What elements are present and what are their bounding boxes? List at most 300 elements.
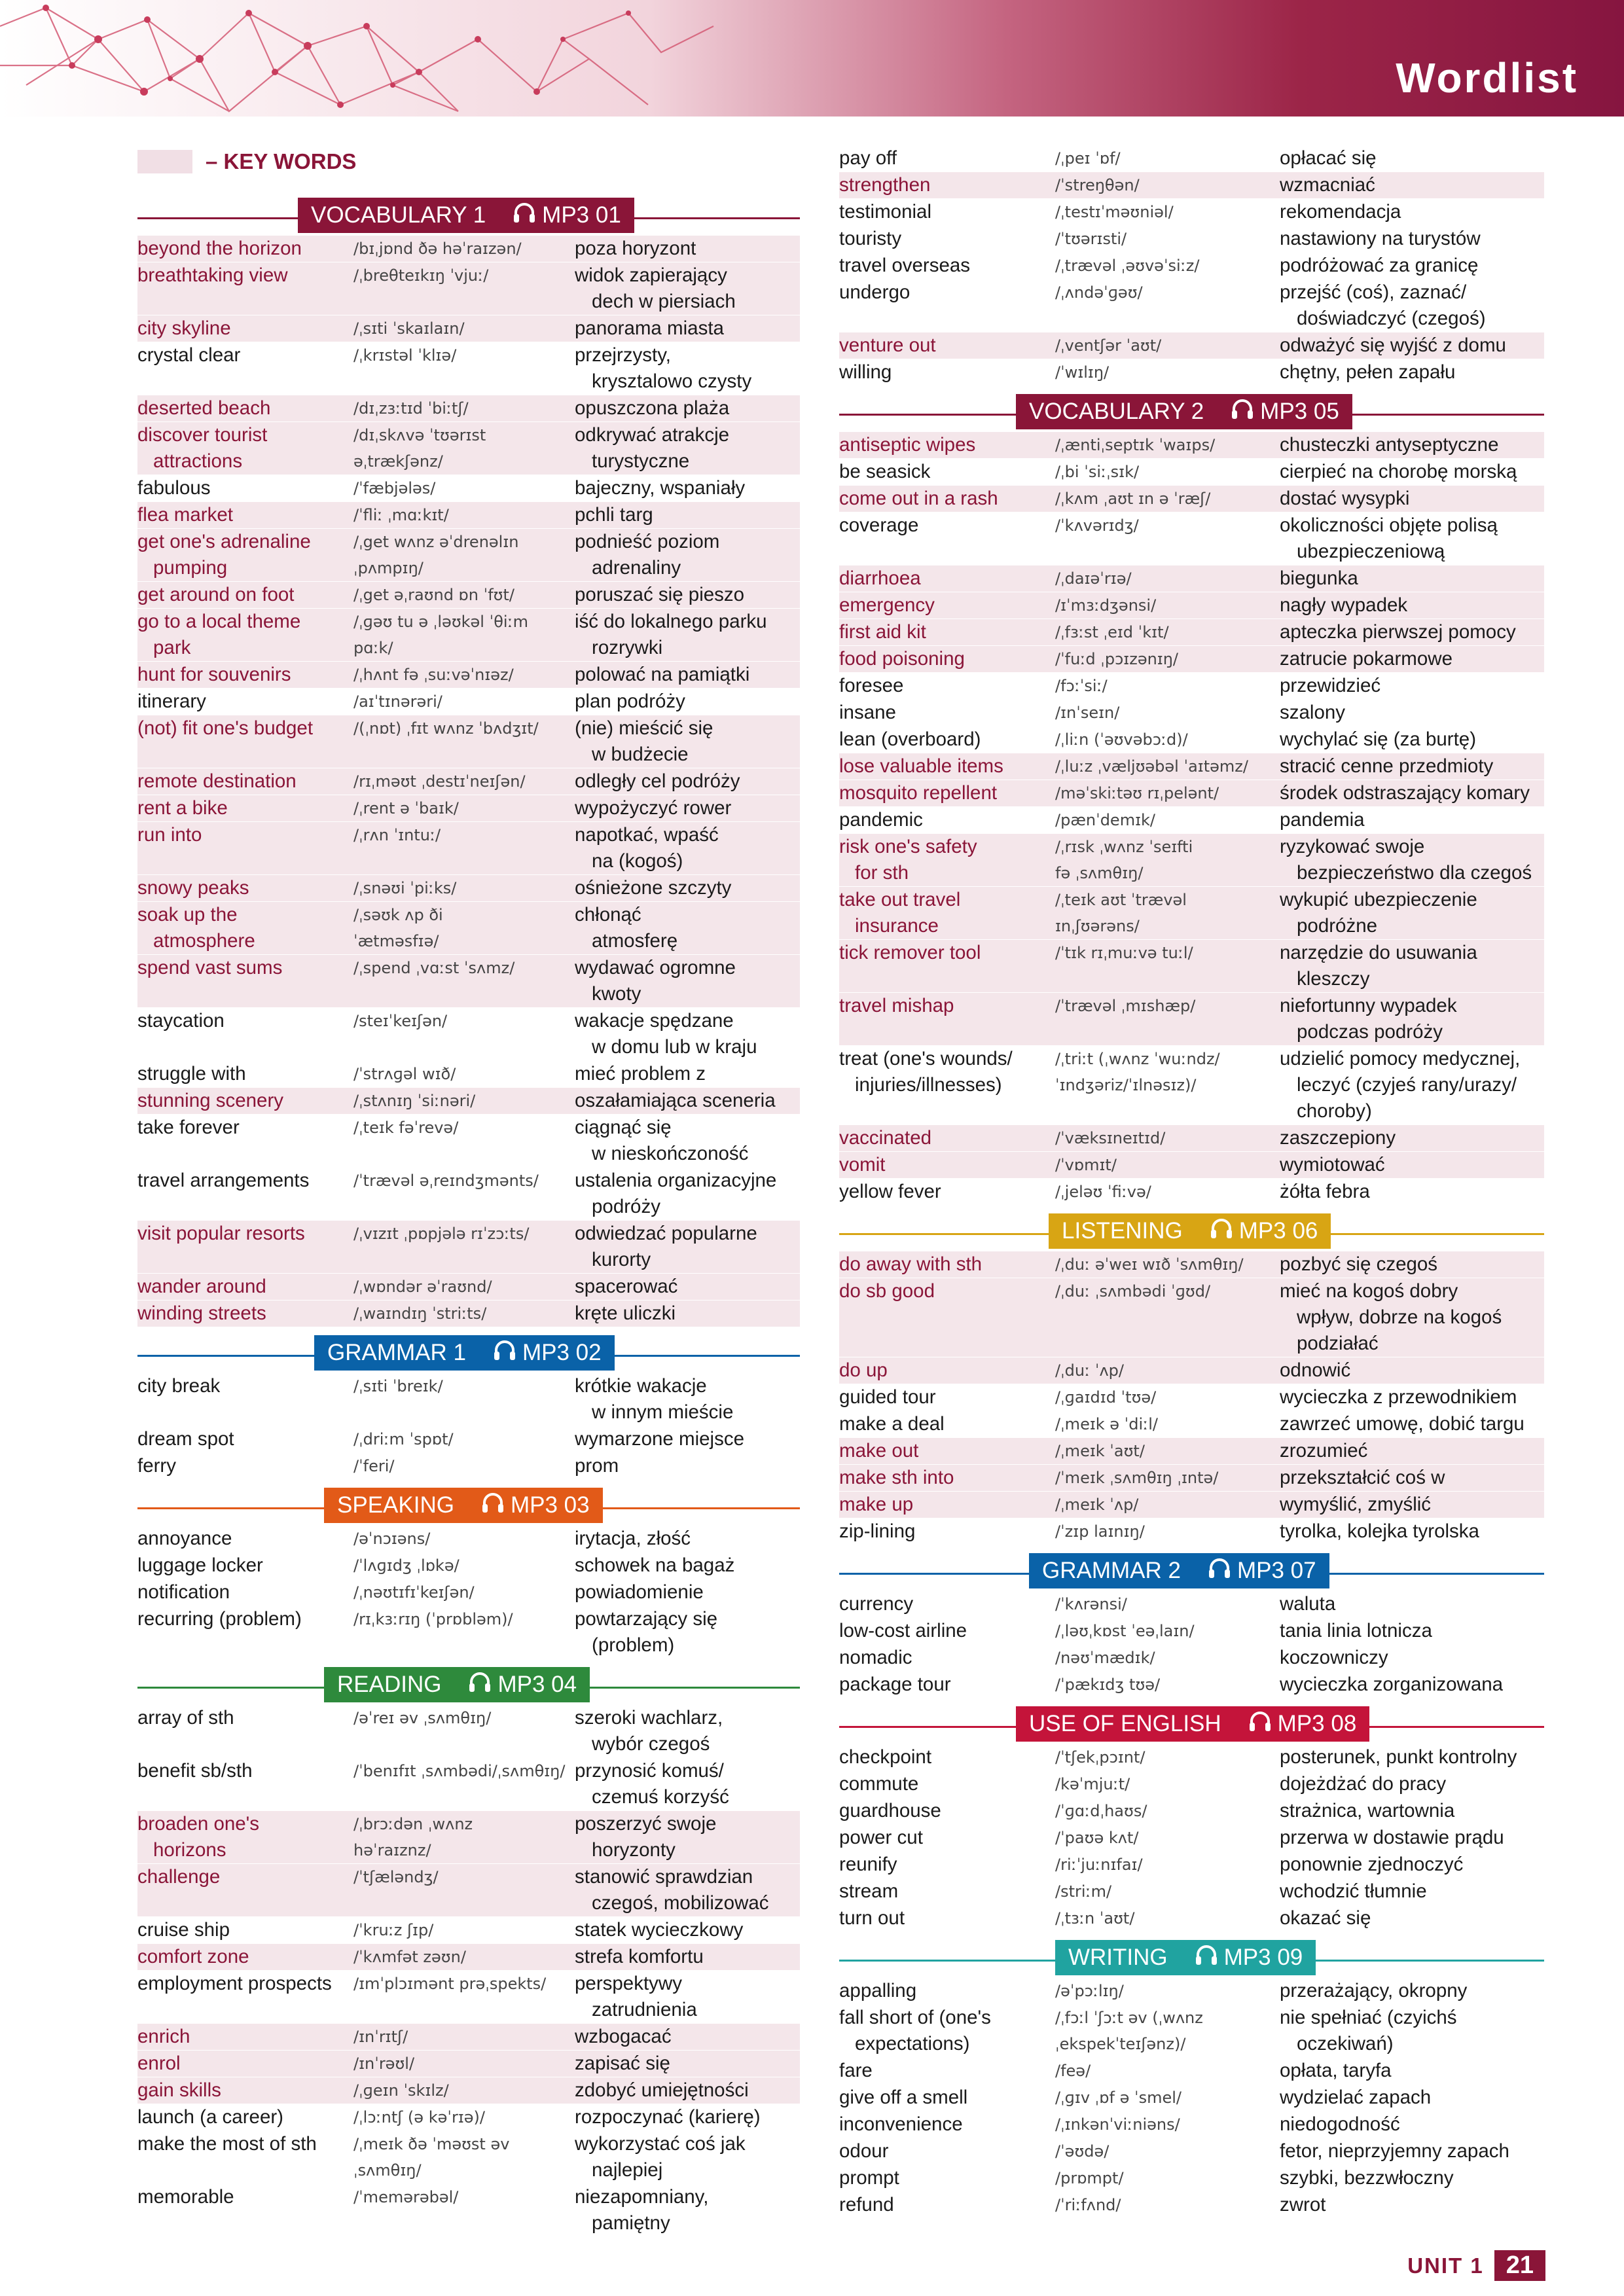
wordlist-entry — [839, 279, 1544, 332]
entry-translation-line: pozbyć się czegoś — [1280, 1253, 1438, 1275]
entry-translation-line: odkrywać atrakcje — [575, 424, 730, 446]
entry-pronunciation-line: /ˌpeɪ ˈɒf/ — [1055, 149, 1121, 168]
entry-word — [137, 1811, 353, 1863]
entry-word-line: pumping — [153, 557, 228, 579]
key-words-label: – KEY WORDS — [206, 149, 357, 173]
wordlist-entry — [137, 1008, 800, 1060]
entry-pronunciation-line: ˈætməsfɪə/ — [353, 932, 439, 950]
entry-word — [137, 1971, 353, 2023]
wordlist-entry — [839, 1518, 1544, 1545]
entry-word-line: injuries/illnesses) — [855, 1074, 1002, 1096]
entry-pronunciation-line: /ˈmemərəbəl/ — [353, 2188, 459, 2206]
entry-word — [137, 1453, 353, 1479]
entry-translation — [575, 2051, 800, 2077]
entry-word-line: luggage locker — [137, 1554, 263, 1576]
wordlist-entry — [839, 993, 1544, 1045]
entry-pronunciation — [1055, 1978, 1280, 2004]
entry-pronunciation-line: /ɪnˈrəʊl/ — [353, 2054, 415, 2073]
entry-translation — [575, 1088, 800, 1114]
entry-translation — [1280, 199, 1544, 225]
entry-word-line: visit popular resorts — [137, 1223, 305, 1244]
wordlist-entry — [839, 807, 1544, 833]
entry-word-line: travel mishap — [839, 995, 954, 1016]
entry-word-line: get around on foot — [137, 584, 295, 605]
wordlist-entry — [839, 1125, 1544, 1151]
entry-translation — [575, 715, 800, 768]
wordlist-entry — [839, 1744, 1544, 1770]
entry-pronunciation-line: /ˈtrævəl ˌmɪshæp/ — [1055, 997, 1196, 1015]
entry-translation-line: pamiętny — [592, 2212, 670, 2234]
entry-word — [839, 1357, 1055, 1384]
entry-word-line: travel arrangements — [137, 1170, 310, 1191]
entry-word-line: launch (a career) — [137, 2106, 283, 2128]
entry-translation — [575, 1811, 800, 1863]
entry-word-line: rent a bike — [137, 797, 228, 819]
entry-translation-line: podróży — [592, 1196, 660, 1217]
entry-word — [137, 689, 353, 715]
wordlist-entry — [137, 395, 800, 422]
entry-word-line: staycation — [137, 1010, 225, 1031]
entry-translation-line: w nieskończoność — [592, 1143, 749, 1164]
entry-word-line: make up — [839, 1494, 914, 1515]
entry-word — [137, 1168, 353, 1220]
page-number: 21 — [1494, 2250, 1545, 2281]
entry-translation — [1280, 279, 1544, 332]
entry-translation-line: tyrolka, kolejka tyrolska — [1280, 1520, 1479, 1542]
entry-pronunciation-line: /dɪˌskʌvə ˈtʊərɪst — [353, 426, 486, 444]
entry-pronunciation-line: /riːˈjuːnɪfaɪ/ — [1055, 1856, 1143, 1874]
entry-translation-line: stanowić sprawdzian — [575, 1866, 753, 1888]
section-header-writing — [839, 1936, 1544, 1978]
wordlist-entry — [137, 502, 800, 528]
entry-pronunciation — [353, 1373, 575, 1426]
entry-translation — [1280, 2165, 1544, 2191]
entry-pronunciation — [1055, 1492, 1280, 1518]
entry-translation-line: napotkać, wpaść — [575, 824, 719, 846]
entry-pronunciation-line: /ˈkʌmfət zəʊn/ — [353, 1948, 466, 1966]
entry-translation — [1280, 1357, 1544, 1384]
entry-pronunciation-line: /ˈəʊdə/ — [1055, 2142, 1110, 2161]
entry-word-line: employment prospects — [137, 1973, 332, 1994]
entry-translation — [575, 902, 800, 954]
entry-translation — [1280, 1591, 1544, 1617]
wordlist-entry — [839, 592, 1544, 619]
entry-translation-line: plan podróży — [575, 691, 685, 712]
entry-word-line: memorable — [137, 2186, 234, 2208]
wordlist-entry — [839, 1591, 1544, 1617]
entry-word-line: beyond the horizon — [137, 238, 302, 259]
entry-pronunciation — [1055, 145, 1280, 171]
mp3-track-label: MP3 05 — [1260, 399, 1339, 424]
entry-pronunciation — [1055, 1744, 1280, 1770]
entry-pronunciation — [1055, 1852, 1280, 1878]
entry-word-line: come out in a rash — [839, 488, 998, 509]
entry-word-line: turn out — [839, 1907, 905, 1929]
entry-pronunciation — [1055, 1618, 1280, 1644]
wordlist-entry — [839, 512, 1544, 565]
entry-translation-line: podczas podróży — [1297, 1021, 1443, 1043]
entry-translation — [1280, 780, 1544, 806]
entry-translation — [1280, 1046, 1544, 1124]
section-title-pill — [1049, 1213, 1331, 1249]
entry-translation-line: wykorzystać coś jak — [575, 2133, 746, 2155]
entry-word — [839, 753, 1055, 780]
entry-translation-line: poza horyzont — [575, 238, 696, 259]
entry-pronunciation — [353, 1426, 575, 1452]
wordlist-entry — [137, 795, 800, 821]
entry-pronunciation — [353, 262, 575, 315]
entry-pronunciation-line: /ˌmeɪk ðə ˈməʊst əv ˌsʌmθɪŋ/ — [353, 2135, 510, 2179]
entry-word-line: diarrhoea — [839, 567, 921, 589]
entry-translation — [1280, 1278, 1544, 1357]
entry-pronunciation — [1055, 940, 1280, 992]
entry-word — [839, 1744, 1055, 1770]
entry-translation — [1280, 1978, 1544, 2004]
entry-word-line: benefit sb/sth — [137, 1760, 253, 1782]
entry-translation — [1280, 834, 1544, 886]
entry-translation — [575, 2184, 800, 2236]
entry-translation-line: wydzielać zapach — [1280, 2087, 1432, 2108]
entry-word — [839, 512, 1055, 565]
entry-word-line: currency — [839, 1593, 914, 1615]
wordlist-entry — [137, 315, 800, 342]
entry-translation-line: cierpieć na chorobę morską — [1280, 461, 1517, 482]
entry-pronunciation-line: /ˌɡəʊ tu ə ˌləʊkəl ˈθiːm — [353, 613, 529, 631]
entry-translation — [1280, 359, 1544, 386]
entry-pronunciation-line: /ˌsəʊk ʌp ði — [353, 906, 443, 924]
wordlist-entry — [137, 1758, 800, 1810]
wordlist-entry — [137, 955, 800, 1007]
entry-pronunciation — [1055, 807, 1280, 833]
entry-word — [839, 2005, 1055, 2057]
entry-translation-line: niefortunny wypadek — [1280, 995, 1457, 1016]
entry-pronunciation — [1055, 1179, 1280, 1205]
entry-pronunciation-line: /ˈzɪp laɪnɪŋ/ — [1055, 1522, 1145, 1541]
entry-word-line: nomadic — [839, 1647, 912, 1668]
entry-word-line: snowy peaks — [137, 877, 249, 899]
entry-translation-line: tania linia lotnicza — [1280, 1620, 1432, 1641]
wordlist-entry — [839, 486, 1544, 512]
entry-pronunciation-line: /ˌfɜːst ˌeɪd ˈkɪt/ — [1055, 623, 1169, 641]
entry-word — [839, 2192, 1055, 2218]
entry-word-line: enrich — [137, 2026, 190, 2047]
entry-translation — [1280, 887, 1544, 939]
entry-word — [137, 1274, 353, 1300]
entry-word — [137, 502, 353, 528]
entry-word-line: take out travel — [839, 889, 961, 910]
entry-word — [839, 1492, 1055, 1518]
entry-translation — [1280, 1672, 1544, 1698]
entry-pronunciation — [353, 1008, 575, 1060]
entry-word-line: ferry — [137, 1455, 176, 1477]
entry-pronunciation — [353, 689, 575, 715]
header-banner — [0, 0, 1624, 117]
entry-word-line: venture out — [839, 334, 936, 356]
entry-word — [839, 807, 1055, 833]
entry-translation-line: przejść (coś), zaznać/ — [1280, 281, 1467, 303]
entry-word-line: testimonial — [839, 201, 932, 223]
entry-translation-line: przerażający, okropny — [1280, 1980, 1468, 2001]
mp3-track-label: MP3 02 — [522, 1340, 602, 1365]
entry-word-line: dream spot — [137, 1428, 234, 1450]
entry-translation — [1280, 2111, 1544, 2138]
entry-pronunciation — [353, 1579, 575, 1605]
entry-translation-line: bezpieczeństwo dla czegoś — [1297, 862, 1532, 884]
entry-translation-line: bajeczny, wspaniały — [575, 477, 746, 499]
entry-word — [839, 332, 1055, 359]
entry-translation-line: panorama miasta — [575, 317, 724, 339]
entry-pronunciation-line: /ˌdriːm ˈspɒt/ — [353, 1430, 454, 1448]
entry-word — [137, 1008, 353, 1060]
entry-pronunciation-line: /ɪmˈplɔɪmənt prəˌspekts/ — [353, 1975, 547, 1993]
entry-word — [137, 2184, 353, 2236]
entry-word — [839, 1978, 1055, 2004]
entry-word-line: be seasick — [839, 461, 931, 482]
entry-word — [839, 145, 1055, 171]
entry-word-line: broaden one's — [137, 1813, 260, 1835]
entry-pronunciation-line: /ˈtʃæləndʒ/ — [353, 1868, 439, 1886]
entry-word-line: make the most of sth — [137, 2133, 317, 2155]
entry-pronunciation — [353, 1758, 575, 1810]
entry-word-line: vomit — [839, 1154, 886, 1175]
entry-pronunciation — [353, 1274, 575, 1300]
wordlist-entry — [137, 529, 800, 581]
entry-pronunciation — [1055, 780, 1280, 806]
entry-translation — [575, 1300, 800, 1327]
entry-translation-line: zatrudnienia — [592, 1999, 697, 2020]
entry-word-line: struggle with — [137, 1063, 246, 1085]
entry-pronunciation-line: /fɔːˈsiː/ — [1055, 677, 1108, 695]
entry-translation — [1280, 646, 1544, 672]
entry-translation — [575, 582, 800, 608]
entry-pronunciation-line: /ˌduː ˌsʌmbədi ˈɡʊd/ — [1055, 1282, 1211, 1300]
entry-translation — [1280, 2005, 1544, 2057]
entry-word — [839, 2165, 1055, 2191]
entry-translation — [1280, 753, 1544, 780]
entry-translation-line: środek odstraszający komary — [1280, 782, 1530, 804]
mp3-track-label: MP3 06 — [1238, 1218, 1318, 1244]
entry-translation-line: wpływ, dobrze na kogoś — [1297, 1306, 1502, 1328]
entry-word — [137, 822, 353, 874]
entry-word — [839, 993, 1055, 1045]
entry-pronunciation-line: /ˌrent ə ˈbaɪk/ — [353, 799, 459, 817]
entry-translation-line: mieć na kogoś dobry — [1280, 1280, 1458, 1302]
entry-word — [839, 700, 1055, 726]
wordlist-entry — [839, 887, 1544, 939]
entry-word — [839, 1438, 1055, 1464]
entry-translation-line: w domu lub w kraju — [592, 1036, 757, 1058]
entry-translation-line: (problem) — [592, 1634, 675, 1656]
entry-translation-line: poruszać się pieszo — [575, 584, 745, 605]
entry-translation-line: posterunek, punkt kontrolny — [1280, 1746, 1517, 1768]
entry-translation — [1280, 1152, 1544, 1178]
entry-pronunciation — [1055, 1771, 1280, 1797]
entry-translation-line: podróżne — [1297, 915, 1378, 937]
entry-translation-line: rozrywki — [592, 637, 663, 658]
entry-translation-line: schowek na bagaż — [575, 1554, 735, 1576]
entry-translation — [575, 1705, 800, 1757]
wordlist-entry — [137, 1061, 800, 1087]
entry-translation — [575, 2104, 800, 2130]
wordlist-entry — [839, 172, 1544, 198]
entry-word-line: city skyline — [137, 317, 231, 339]
entry-pronunciation-line: /ˌmeɪk ˈaʊt/ — [1055, 1442, 1145, 1460]
entry-pronunciation — [1055, 1518, 1280, 1545]
entry-translation-line: opłata, taryfa — [1280, 2060, 1392, 2081]
entry-translation-line: atmosferę — [592, 930, 678, 952]
wordlist-entry — [137, 1579, 800, 1605]
wordlist-entry — [137, 1168, 800, 1220]
entry-translation-line: narzędzie do usuwania — [1280, 942, 1477, 963]
entry-pronunciation — [353, 342, 575, 395]
wordlist-entry — [137, 902, 800, 954]
entry-pronunciation — [353, 1300, 575, 1327]
entry-word-line: city break — [137, 1375, 221, 1397]
entry-word-line: emergency — [839, 594, 935, 616]
entry-pronunciation-line: əˌtrækʃənz/ — [353, 452, 443, 471]
entry-pronunciation-line: /ˌɡɪv ˌɒf ə ˈsmel/ — [1055, 2089, 1182, 2107]
entry-pronunciation — [1055, 753, 1280, 780]
entry-pronunciation-line: /rɪˌməʊt ˌdestɪˈneɪʃən/ — [353, 772, 526, 791]
entry-pronunciation — [1055, 1384, 1280, 1410]
entry-pronunciation — [1055, 359, 1280, 386]
entry-translation-line: pchli targ — [575, 504, 653, 526]
entry-translation-line: na (kogoś) — [592, 850, 683, 872]
entry-pronunciation-line: /ˌnəʊtɪfɪˈkeɪʃən/ — [353, 1583, 475, 1602]
wordlist-entry — [137, 609, 800, 661]
entry-word — [839, 1518, 1055, 1545]
entry-translation-line: apteczka pierwszej pomocy — [1280, 621, 1516, 643]
entry-translation-line: horyzonty — [592, 1839, 676, 1861]
entry-word-line: lean (overboard) — [839, 728, 981, 750]
entry-word — [839, 359, 1055, 386]
entry-translation — [575, 1168, 800, 1220]
wordlist-entry — [839, 2005, 1544, 2057]
mp3-track-label: MP3 01 — [542, 202, 621, 228]
entry-word-line: cruise ship — [137, 1919, 230, 1941]
entry-translation — [575, 768, 800, 795]
entry-translation — [1280, 2192, 1544, 2218]
wordlist-entry — [137, 2051, 800, 2077]
wordlist-entry — [137, 875, 800, 901]
entry-pronunciation — [1055, 2138, 1280, 2164]
section-name: GRAMMAR 2 — [1042, 1558, 1181, 1583]
entry-translation — [1280, 1744, 1544, 1770]
entry-word-line: go to a local theme — [137, 611, 301, 632]
entry-pronunciation — [353, 1864, 575, 1916]
mp3-track-label: MP3 07 — [1236, 1558, 1316, 1583]
entry-word — [137, 395, 353, 422]
entry-pronunciation — [353, 662, 575, 688]
entry-translation — [575, 1426, 800, 1452]
entry-pronunciation — [1055, 565, 1280, 592]
entry-word-line: package tour — [839, 1674, 951, 1695]
entry-pronunciation — [1055, 1672, 1280, 1698]
entry-pronunciation — [1055, 1046, 1280, 1124]
entry-translation-line: odnowić — [1280, 1359, 1351, 1381]
wordlist-entry — [137, 1115, 800, 1167]
headphones-icon — [1208, 1558, 1231, 1585]
entry-translation-line: prom — [575, 1455, 619, 1477]
entry-word-line: travel overseas — [839, 255, 971, 276]
entry-translation-line: zrozumieć — [1280, 1440, 1368, 1462]
entry-word — [137, 315, 353, 342]
wordlist-entry — [839, 1465, 1544, 1491]
entry-word-line: antiseptic wipes — [839, 434, 976, 456]
section-name: WRITING — [1068, 1945, 1168, 1970]
entry-word — [137, 1864, 353, 1916]
entry-translation-line: czegoś, mobilizować — [592, 1892, 769, 1914]
entry-pronunciation — [1055, 1125, 1280, 1151]
entry-translation — [1280, 726, 1544, 753]
entry-translation-line: wykupić ubezpieczenie — [1280, 889, 1477, 910]
mp3-track-label: MP3 09 — [1223, 1945, 1303, 1970]
entry-word — [839, 1852, 1055, 1878]
entry-pronunciation — [353, 422, 575, 475]
entry-pronunciation — [353, 1526, 575, 1552]
entry-word — [137, 2077, 353, 2104]
headphones-icon — [1231, 399, 1254, 425]
entry-translation-line: szeroki wachlarz, — [575, 1707, 723, 1729]
entry-pronunciation-line: /ˈkʌvərɪdʒ/ — [1055, 516, 1139, 535]
entry-word-line: fare — [839, 2060, 873, 2081]
entry-pronunciation-line: /ˌsnəʊi ˈpiːks/ — [353, 879, 457, 897]
entry-word-line: do away with sth — [839, 1253, 983, 1275]
entry-translation — [575, 955, 800, 1007]
headphones-icon — [469, 1672, 491, 1698]
entry-word — [839, 834, 1055, 886]
entry-word — [137, 236, 353, 262]
entry-pronunciation-line: /ˌbi ˈsiːˌsɪk/ — [1055, 463, 1140, 481]
entry-word — [137, 1221, 353, 1273]
wordlist-entry — [137, 1917, 800, 1943]
headphones-icon — [513, 202, 535, 229]
entry-pronunciation-line: /ˈɡɑːdˌhaʊs/ — [1055, 1802, 1147, 1820]
entry-word-line: low-cost airline — [839, 1620, 967, 1641]
entry-word-line: discover tourist — [137, 424, 268, 446]
entry-word-line: fabulous — [137, 477, 211, 499]
entry-word-line: undergo — [839, 281, 911, 303]
wordlist-entry — [137, 1274, 800, 1300]
entry-translation — [575, 1008, 800, 1060]
entry-word-line: treat (one's wounds/ — [839, 1048, 1013, 1069]
entry-word-line: gain skills — [137, 2079, 221, 2101]
entry-word-line: give off a smell — [839, 2087, 968, 2108]
entry-word-line: itinerary — [137, 691, 206, 712]
entry-translation-line: wycieczka zorganizowana — [1280, 1674, 1504, 1695]
entry-translation-line: doświadczyć (czegoś) — [1297, 308, 1486, 329]
entry-pronunciation-line: /nəʊˈmædɪk/ — [1055, 1649, 1155, 1667]
entry-translation-line: choroby) — [1297, 1100, 1372, 1122]
entry-pronunciation-line: /ˌtriːt (ˌwʌnz ˈwuːndz/ — [1055, 1050, 1220, 1068]
entry-translation-line: nagły wypadek — [1280, 594, 1408, 616]
entry-translation — [575, 1061, 800, 1087]
entry-word-line: challenge — [137, 1866, 221, 1888]
entry-word-line: annoyance — [137, 1528, 232, 1549]
entry-translation — [575, 502, 800, 528]
entry-translation-line: chłonąć — [575, 904, 641, 925]
wordlist-entry — [137, 1944, 800, 1970]
key-words-swatch — [137, 150, 192, 173]
wordlist-entry — [137, 1606, 800, 1659]
entry-translation — [1280, 1645, 1544, 1671]
entry-pronunciation-line: /ˈkʌrənsi/ — [1055, 1595, 1127, 1613]
entry-translation — [575, 2077, 800, 2104]
entry-pronunciation-line: /ˌɡeɪn ˈskɪlz/ — [353, 2081, 449, 2100]
entry-pronunciation-line: /ˌspend ˌvɑːst ˈsʌmz/ — [353, 959, 515, 977]
entry-pronunciation-line: /bɪˌjɒnd ðə həˈraɪzən/ — [353, 240, 522, 258]
entry-pronunciation — [353, 2131, 575, 2183]
